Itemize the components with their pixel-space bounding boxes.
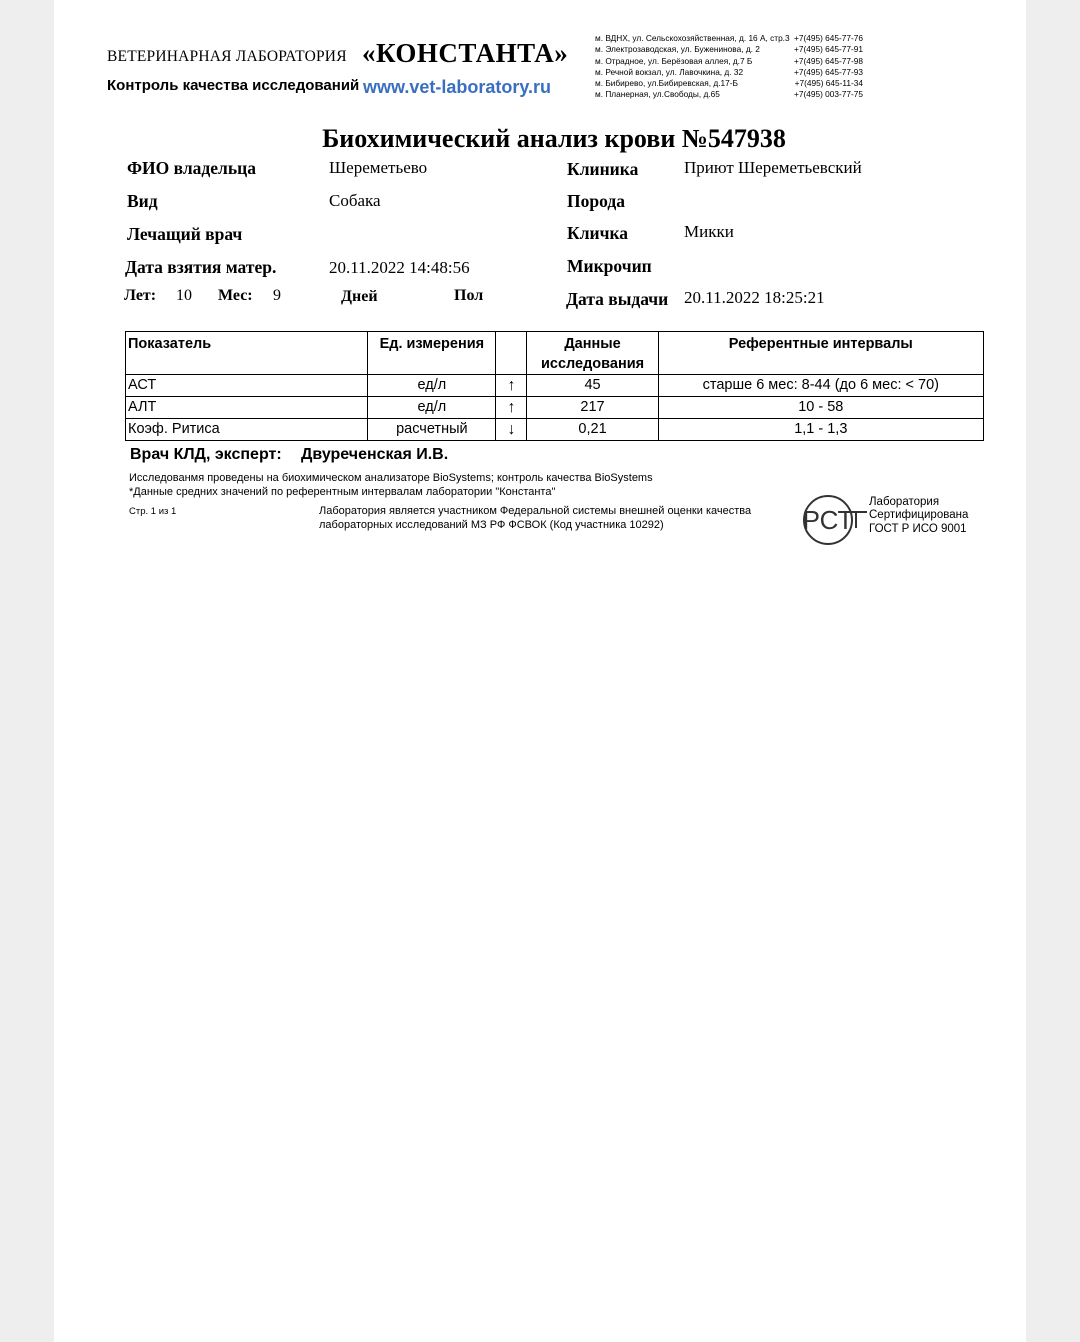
report-page — [54, 0, 1026, 1342]
column-header-unit: Ед. измерения — [368, 332, 496, 375]
lab-prefix: ВЕТЕРИНАРНАЯ ЛАБОРАТОРИЯ — [107, 48, 347, 65]
months-value: 9 — [273, 287, 281, 304]
indicator-cell: Коэф. Ритиса — [126, 419, 368, 441]
address-line: м. Отрадное, ул. Берёзовая аллея, д.7 Б — [595, 55, 753, 66]
issue-date-value: 20.11.2022 18:25:21 — [684, 288, 825, 307]
species-label: Вид — [127, 191, 158, 211]
table-row — [126, 397, 984, 419]
cert-line: Лаборатория — [869, 496, 940, 508]
months-label: Мес: — [218, 287, 253, 304]
address-line: м. Бибирево, ул.Бибиревская, д.17-Б — [595, 78, 738, 89]
reference-cell: 10 - 58 — [658, 397, 983, 419]
phone-line: +7(495) 645-77-93 — [794, 66, 863, 77]
phone-line: +7(495) 645-77-98 — [794, 55, 863, 66]
document-title: Биохимический анализ крови №547938 — [322, 124, 786, 153]
sample-date-value: 20.11.2022 14:48:56 — [329, 258, 470, 277]
nickname-value: Микки — [684, 222, 734, 241]
breed-label: Порода — [567, 191, 625, 211]
clinic-label: Клиника — [567, 159, 639, 179]
unit-cell: ед/л — [368, 397, 496, 419]
issue-date-label: Дата выдачи — [566, 289, 669, 309]
cert-logo-text: РСТ — [802, 505, 854, 535]
unit-cell: ед/л — [368, 375, 496, 397]
phone-line: +7(495) 645-77-76 — [794, 33, 863, 43]
cert-line: Сертифицирована — [869, 509, 969, 522]
phone-list — [793, 33, 863, 101]
arrow-down-icon: ↓ — [496, 419, 527, 441]
nickname-label: Кличка — [567, 223, 629, 243]
fsvok-line: Лаборатория является участником Федеральной системы внешней оценки качества — [319, 505, 752, 517]
page-number: Стр. 1 из 1 — [129, 506, 177, 517]
species-value: Собака — [329, 191, 381, 210]
indicator-cell: АСТ — [126, 375, 368, 397]
phone-line: +7(495) 645-11-34 — [794, 78, 863, 89]
value-cell: 0,21 — [527, 419, 658, 441]
phone-line: +7(495) 645-77-91 — [794, 44, 863, 55]
value-cell: 45 — [527, 375, 658, 397]
reference-note: *Данные средних значений по референтным интервалам лаборатории "Константа" — [129, 486, 556, 498]
phone-line: +7(495) 003-77-75 — [794, 89, 863, 100]
rst-certification-logo — [801, 494, 869, 551]
years-label: Лет: — [124, 287, 157, 304]
table-header-row — [126, 332, 984, 375]
arrow-up-icon: ↑ — [496, 397, 527, 419]
unit-cell: расчетный — [368, 419, 496, 441]
attending-doctor-label: Лечащий врач — [127, 224, 243, 244]
table-row — [126, 419, 984, 441]
days-label: Дней — [341, 288, 378, 305]
value-cell: 217 — [527, 397, 658, 419]
table-row — [126, 375, 984, 397]
clinic-value: Приют Шереметьевский — [684, 158, 862, 177]
column-header-data: Данные исследования — [527, 332, 658, 375]
arrow-up-icon: ↑ — [496, 375, 527, 397]
reference-cell: 1,1 - 1,3 — [658, 419, 983, 441]
lab-doctor-label: Врач КЛД, эксперт: — [130, 446, 282, 463]
microchip-label: Микрочип — [567, 256, 652, 276]
column-header-reference: Референтные интервалы — [658, 332, 983, 375]
lab-doctor-name: Двуреченская И.В. — [301, 446, 449, 463]
indicator-cell: АЛТ — [126, 397, 368, 419]
cert-line: ГОСТ Р ИСО 9001 — [869, 522, 967, 535]
lab-website: www.vet-laboratory.ru — [363, 77, 552, 97]
results-table — [125, 331, 984, 441]
sex-label: Пол — [454, 287, 484, 304]
address-list — [595, 33, 790, 101]
sample-date-label: Дата взятия матер. — [125, 257, 277, 277]
certification-text — [869, 496, 968, 536]
address-line: м. Электрозаводская, ул. Буженинова, д. 2 — [595, 44, 760, 55]
address-line: м. ВДНХ, ул. Сельскохозяйственная, д. 16 А, стр.3 — [595, 33, 790, 43]
reference-cell: старше 6 мес: 8-44 (до 6 мес: < 70) — [658, 375, 983, 397]
analyzer-note: Исследованмя проведены на биохимическом анализаторе BioSystems; контроль качества BioSystems — [129, 472, 653, 484]
column-header-indicator: Показатель — [126, 332, 368, 375]
years-value: 10 — [176, 287, 192, 304]
owner-value: Шереметьево — [329, 158, 428, 177]
address-line: м. Планерная, ул.Свободы, д.65 — [595, 89, 720, 100]
fsvok-line: лабораторных исследований МЗ РФ ФСВОК (Код участника 10292) — [319, 518, 664, 531]
address-line: м. Речной вокзал, ул. Лавочкина, д. 32 — [595, 66, 744, 77]
column-header-flag — [496, 332, 527, 375]
quality-tagline: Контроль качества исследований — [107, 77, 360, 94]
lab-name: «КОНСТАНТА» — [362, 38, 569, 68]
fsvok-note — [319, 505, 751, 532]
owner-label: ФИО владельца — [127, 158, 256, 178]
